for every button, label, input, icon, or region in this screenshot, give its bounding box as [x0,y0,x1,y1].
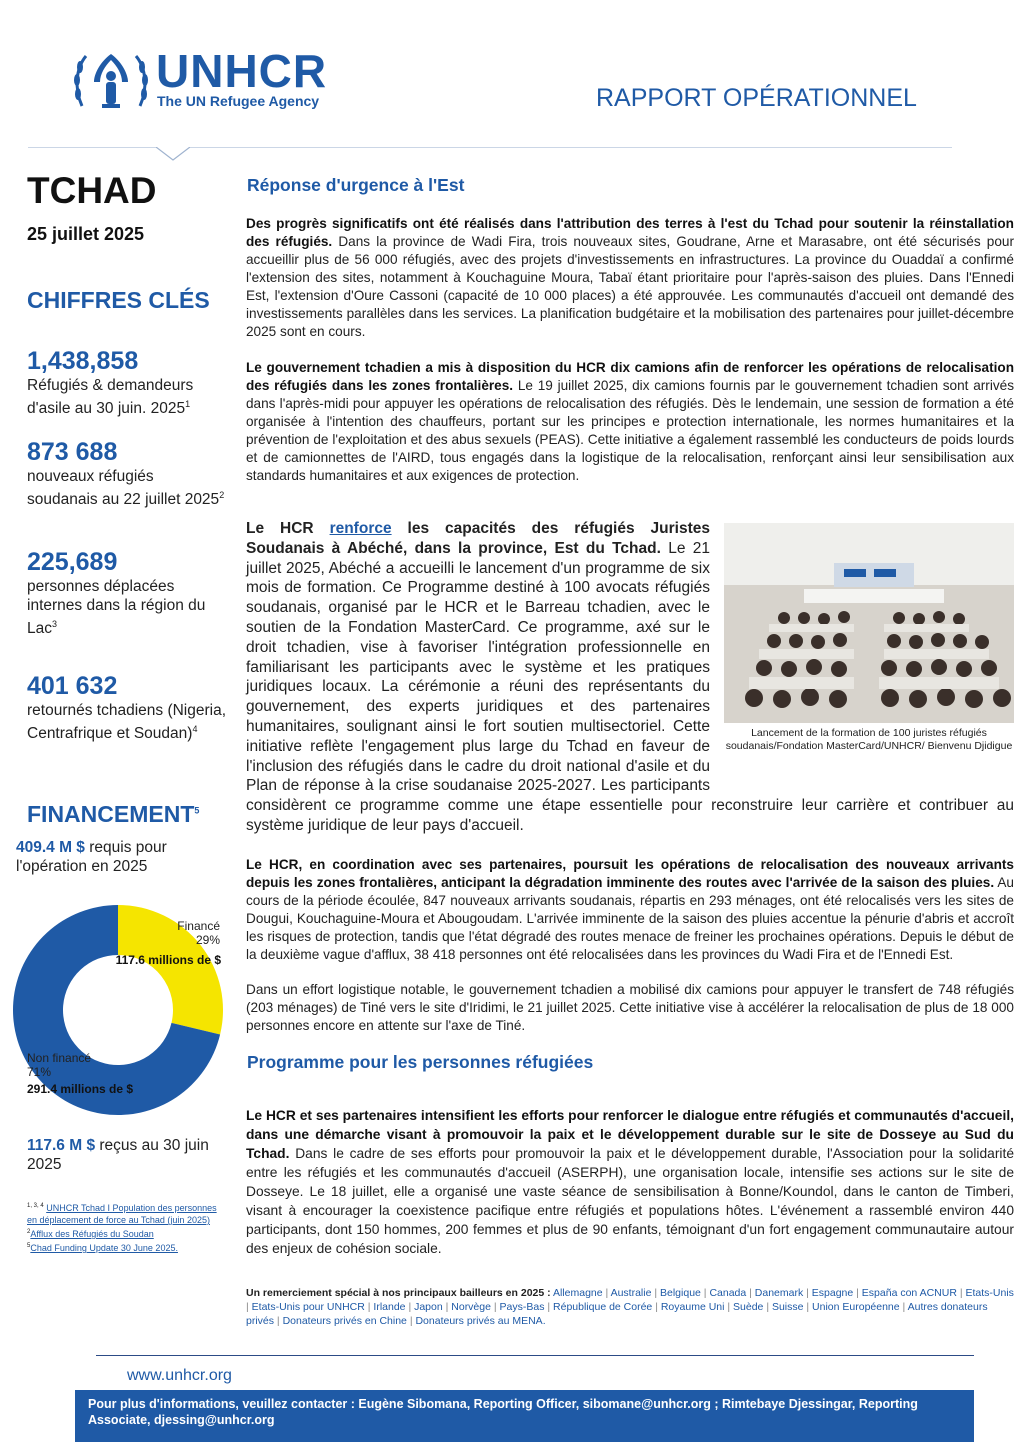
report-title: RAPPORT OPÉRATIONNEL [596,84,917,112]
section-title-emergency: Réponse d'urgence à l'Est [247,175,465,195]
donors-thanks: Un remerciement spécial à nos principaux bailleurs en 2025 : Allemagne | Australie | Belgique | Canada | Danemark | Espagne | España con ACNUR | Etats-Unis | Etats-Unis pour UNHCR | Irlande | Japon | Norvège | Pays-Bas | République de Corée | Royaume Uni | Suède | Suisse | Union Européenne | Autres donateurs privés | Donateurs privés en Chine | Donateurs privés au MENA. [246,1287,1014,1327]
donor-item[interactable]: Australie [610,1287,652,1299]
chart-amount-unfunded: 291.4 millions de $ [27,1082,134,1096]
chart-label-funded: Financé 29% [177,919,220,947]
donor-list: Allemagne | Australie | Belgique | Canada | Danemark | Espagne | España con ACNUR | Etats-Unis | Etats-Unis pour UNHCR | Irlande | Japon | Norvège | Pays-Bas | République de Corée | Royaume Uni | Suède | Suisse | Union Européenne | Autres donateurs privés | Donateurs privés en Chine | Donateurs privés au MENA. [246,1287,1014,1327]
report-date: 25 juillet 2025 [27,224,145,244]
footer-contact-text: Pour plus d'informations, veuillez contacter : Eugène Sibomana, Reporting Officer, sibomane@unhcr.org ; Rimtebaye Djessingar, Reporting Associate, djessing@unhcr.org [88,1397,918,1427]
donor-item[interactable]: Canada [709,1287,747,1299]
donor-item[interactable]: Donateurs privés au MENA. [415,1315,546,1327]
donor-item[interactable]: Etats-Unis pour UNHCR [251,1301,365,1313]
key-figure-number: 1,438,858 [27,347,139,375]
key-figure-label: nouveaux réfugiés soudanais au 22 juillet 2025$^2$ [27,468,225,509]
paragraph-tine-transfer: Dans un effort logistique notable, le gouvernement tchadien a mobilisé dix camions pour appuyer le transfert de 748 réfugiés (203 ménages) de Tiné vers le site d'Iridimi, le 21 juillet 2025. Cette initiative vise à accélérer la relocalisation de plus de 18 000 personnes encore en attente sur l'axe de Tiné. [246,982,1014,1033]
key-figure [27,346,227,418]
donor-item[interactable]: Allemagne [552,1287,603,1299]
training-photo-image [724,523,1014,723]
key-figure-label: Réfugiés & demandeurs d'asile au 30 juin. 2025$^1$ [27,377,194,418]
key-figures-title: CHIFFRES CLÉS [27,287,210,313]
key-figure-number: 873 688 [27,438,118,466]
funding-title: FINANCEMENT$^5$ [27,801,200,827]
donor-item[interactable]: Autres donateurs privés [246,1301,988,1327]
donor-item[interactable]: Donateurs privés en Chine [282,1315,407,1327]
donor-item[interactable]: Espagne [811,1287,854,1299]
renforce-link[interactable]: renforce [329,520,392,537]
donor-item[interactable]: Union Européenne [812,1301,900,1313]
donor-item[interactable]: République de Corée [553,1301,653,1313]
donor-item[interactable]: Royaume Uni [660,1301,725,1313]
key-figure [27,437,227,509]
donor-item[interactable]: Danemark [754,1287,804,1299]
footnote-link-influx[interactable]: Afflux des Réfugiés du Soudan [30,1229,154,1239]
paragraph-land: Des progrès significatifs ont été réalisés dans l'attribution des terres à l'est du Tchad pour soutenir la réinstallation des réfugiés. Dans la province de Wadi Fira, trois nouveaux sites, Goudrane, Arne et Marasabre, ont été sécurisés pour accueillir plus de 56 000 réfugiés, avec des projets d'investissements en infrastructures. La province du Ouaddaï a confirmé l'extension des sites, notamment à Kouchaguine Moura, Tabaï étant prioritaire pour l'après-saison des pluies. Dans l'Ennedi Est, l'extension d'Oure Cassoni (capacité de 10 000 places) a été approuvée. Les communautés d'accueil ont demandé des investissements parallèles dans les services. La planification budgétaire et la mobilisation des partenaires pour juillet-décembre 2025 sont en cours. [246,216,1015,339]
chart-amount-funded: 117.6 millions de $ [115,953,221,967]
footer-divider [96,1355,974,1356]
unhcr-logo-icon [72,48,150,120]
header-notch-icon [156,147,190,161]
section-title-refugee-programme: Programme pour les personnes réfugiées [247,1052,594,1072]
donor-item[interactable]: Norvège [451,1301,491,1313]
donor-item[interactable]: Japon [414,1301,443,1313]
logo-wordmark: UNHCR [156,45,328,97]
key-figure-label: retournés tchadiens (Nigeria, Centrafrique et Soudan)$^4$ [27,702,227,743]
donor-item[interactable]: Pays-Bas [499,1301,545,1313]
logo-subtitle: The UN Refugee Agency [157,93,320,109]
paragraph-relocation: Le HCR, en coordination avec ses partenaires, poursuit les opérations de relocalisation des nouveaux arrivants depuis les zones frontalières, anticipant la dégradation imminente des routes avec l'arrivée de la saison des pluies. Au cours de la période écoulée, 847 nouveaux arrivants soudanais, répartis en 293 ménages, ont été relocalisés vers les sites de Dougui, Kouchaguine-Moura et Abougoudam. L'arrivée imminente de la saison des pluies accentue la pénurie d'abris et accroît les risques de protection, tandis que l'état dégradé des routes menace de freiner les prochaines opérations. Depuis le début de la deuxième vague d'afflux, 38 418 personnes ont été relocalisées dans les provinces du Wadi Fira et de l'Ennedi Est. [246,857,1014,962]
key-figure-number: 401 632 [27,672,118,700]
funding-received: 117.6 M $ reçus au 30 juin 2025 [27,1137,209,1173]
footnote-link-population[interactable]: UNHCR Tchad I Population des personnes en déplacement de force au Tchad (juin 2025) [27,1203,217,1225]
photo-caption: Lancement de la formation de 100 juristes réfugiés soudanais/Fondation MasterCard/UNHCR/ Bienvenu Djidigue [725,727,1013,752]
donor-item[interactable]: España con ACNUR [861,1287,957,1299]
donor-item[interactable]: Suisse [771,1301,804,1313]
key-figure [27,547,227,638]
key-figure-label: personnes déplacées internes dans la région du Lac$^3$ [27,578,206,638]
key-figure [27,671,227,743]
donor-item[interactable]: Etats-Unis [965,1287,1014,1299]
funding-required: 409.4 M $ requis pour l'opération en 2025 [16,839,167,875]
donor-item[interactable]: Irlande [373,1301,406,1313]
photo-figure [724,523,1014,771]
donor-item[interactable]: Belgique [660,1287,701,1299]
chart-label-unfunded: Non financé 71% [27,1051,92,1079]
donor-item[interactable]: Suède [733,1301,764,1313]
footnotes: $^{1, 3, 4}$ UNHCR Tchad I Population des personnes en déplacement de force au Tchad (juin 2025) $^2$Afflux des Réfugiés du Soudan $^5$Chad Funding Update 30 June 2025. [27,1203,217,1253]
paragraph-dosseye: Le HCR et ses partenaires intensifient les efforts pour renforcer le dialogue entre réfugiés et communautés d'accueil, dans une démarche visant à promouvoir la paix et le développement durable sur le site de Dosseye au Sud du Tchad. Dans le cadre de ses efforts pour promouvoir la paix et le développement durable, l'Association pour la solidarité entre les réfugiés et les communautés d'accueil (ASERPH), une organisation locale, intensifie ses actions sur le site de Dosseye. Le 18 juillet, elle a organisé une vaste séance de sensibilisation à Bonne/Koundol, dans le canton de Timberi, visant à encourager la coexistence pacifique entre réfugiés et populations hôtes. L'événement a rassemblé environ 440 participants, dont 150 hommes, 200 femmes et plus de 90 enfants, témoignant d'un fort engagement communautaire autour des enjeux de cohésion sociale. [246,1108,1014,1256]
paragraph-jurists: Lancement de la formation de 100 juristes réfugiés soudanais/Fondation MasterCard/UNHCR/ Bienvenu Djidigue Le HCR renforce les capacités des réfugiés Juristes Soudanais à Abéché, dans la province, Est du Tchad. Le 21 juillet 2025, Abéché a accueilli le lancement d'un programme de six mois de formation. Ce Programme destiné à 100 avocats réfugiés soudanais, organisé par le HCR et le Barreau tchadien, avec le soutien de la Fondation MasterCard. Ce programme, axé sur le droit tchadien, vise à favoriser l'intégration professionnelle en familiarisant les participants avec le système et les pratiques juridiques locaux. La cérémonie a réuni des représentants du gouvernement, des experts juridiques et des partenaires humanitaires, soulignant ainsi le fort soutien multisectoriel. Cette initiative reflète l'engagement plus large du Tchad en faveur de l'inclusion des réfugiés dans le cadre du droit national d'asile et du Plan de réponse à la crise soudanaise 2025-2027. Les participants considèrent ce programme comme une étape essentielle pour reconstruire leur carrière et contribuer au système juridique de leur pays d'accueil. [246,520,1014,834]
footer-website-link[interactable]: www.unhcr.org [127,1367,232,1384]
paragraph-trucks: Le gouvernement tchadien a mis à disposition du HCR dix camions afin de renforcer les opérations de relocalisation des réfugiés dans les zones frontalières. Le 19 juillet 2025, dix camions fournis par le gouvernement tchadien sont arrivés dans l'après-midi pour appuyer les opérations de relocalisation des réfugiés. Dès le lendemain, une session de formation a été organisée à l'intention des chauffeurs, portant sur les principes e protection internationale, les normes humanitaires et la prévention de l'exploitation et des abus sexuels (PEAS). Cette initiative a également rassemblé les conducteurs de poids lourds et de camionnettes de l'AIRD, tous engagés dans la logistique de la relocalisation, renforçant ainsi leur sensibilisation aux standards humanitaires et aux exigences de protection. [246,360,1015,483]
footnote-link-funding[interactable]: Chad Funding Update 30 June 2025. [30,1243,178,1253]
country-title: TCHAD [27,170,157,211]
key-figure-number: 225,689 [27,548,118,576]
